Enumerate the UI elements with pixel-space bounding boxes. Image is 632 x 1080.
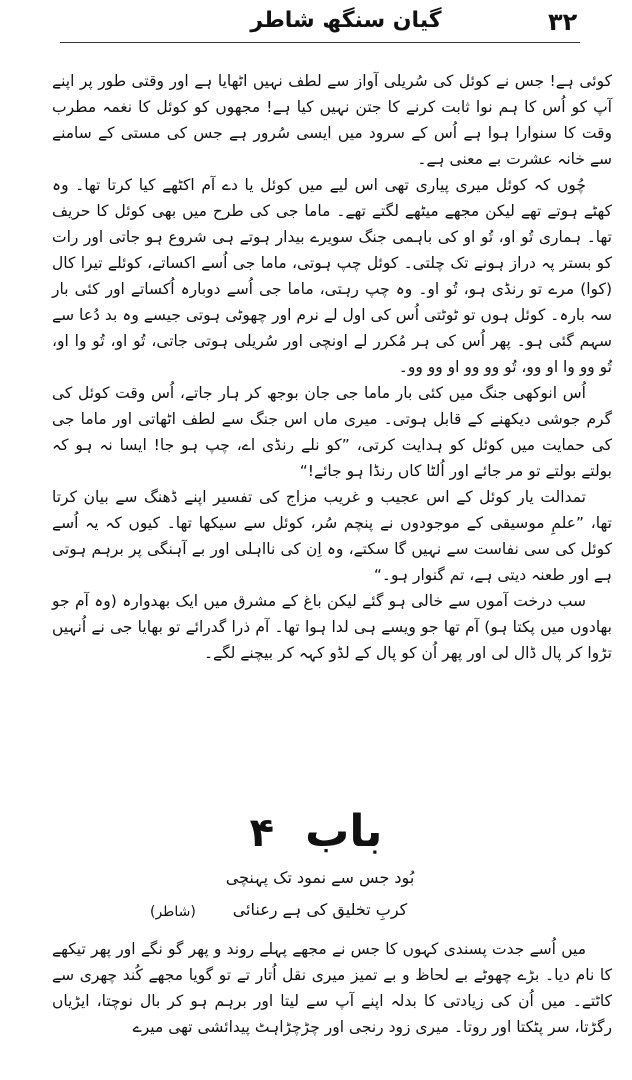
- epigraph-attribution: (شاطر): [150, 904, 196, 920]
- header-rule: [60, 42, 580, 43]
- body-text-part1: [52, 68, 612, 666]
- chapter-title: باب: [305, 806, 383, 857]
- chapter-number: ۴: [249, 810, 275, 856]
- paragraph-3: اُس انوکھی جنگ میں کئی بار ماما جی جان بوجھ کر ہار جاتے، اُس وقت کوئل کی گرم جوشی دیکھنے کے قابل ہوتی۔ میری ماں اس جنگ سے لطف اٹھاتی اور ماما جی کی حمایت میں کوئل کو ہدایت کرتی، ”کو نلے رنڈی اے، چپ ہو جا! ایسا نہ ہو کہ بولتے بولتے تو مر جائے اور اُلٹا کاں رنڈا ہو جائے!“: [52, 384, 612, 480]
- chapter-heading: [0, 806, 632, 857]
- epigraph-line-2: کربِ تخلیق کی ہے رعنائی: [232, 900, 408, 919]
- paragraph-2: چُوں کہ کوئل میری پیاری تھی اس لیے میں کوئل یا دے آم اکٹھے کیا کرتا تھا۔ وہ کھٹے ہوتے تھے لیکن مجھے میٹھے لگتے تھے۔ ماما جی کی طرح میں بھی کوئل کا حریف تھا۔ ہماری تُو او، تُو او کی باہمی جنگ سویرے بیدار ہوتے ہی شروع ہو جاتی اور رات کو بستر پہ دراز ہونے تک چلتی۔ کوئل چپ ہوتی، ماما جی اُسے اکساتے، کوئلے تیرا کال (کوا) مرے تو رنڈی ہو، تُو او۔ وہ چپ رہتی، ماما جی اُسے دوبارہ اُکساتے اور کئی بار سہ بارہ۔ کوئل ہوں تو ٹوٹتی اُس کی اول لے نرم اور چھوٹی ہوتی جیسے وہ بد دُعا سے سہم گئی ہو۔ پھر اُس کی ہر مُکرر لے اونچی اور سُریلی ہوتی جاتی، تُو او، تُو وا او، تُو وو وا او وو، تُو وو وو او وو وو۔: [52, 176, 612, 376]
- paragraph-1: کوئی ہے! جس نے کوئل کی سُریلی آواز سے لطف نہیں اٹھایا ہے اور وقتی طور پر اپنے آپ کو اُس کا ہم نوا ثابت کرنے کا جتن نہیں کیا ہے! مجھوں کو کوئل کا نغمہ مطرب وقت کا سنوارا ہوا ہے اُس کے سرود میں ایسی سُرور ہے جس کی مستی کے سامنے سے خانہ عشرت بے معنی ہے۔: [52, 72, 612, 168]
- page-header: [0, 2, 632, 42]
- body-text-part2: [52, 936, 612, 1040]
- paragraph-5: سب درخت آموں سے خالی ہو گئے لیکن باغ کے مشرق میں ایک بھدوارہ (وہ آم جو بھادوں میں پکتا ہو) آم تھا جو ویسے ہی لدا ہوا تھا۔ آم ذرا گدرائے تو بھایا جی نے اُنہیں تڑوا کر پال ڈال لی اور پھر اُن کو پال کے لڈو کہہ کر بیچنے لگے۔: [52, 592, 612, 662]
- epigraph-line-1: بُود جس سے نمود تک پہنچی: [225, 868, 415, 887]
- running-head: گیان سنگھ شاطر: [250, 8, 442, 33]
- page-number: ۳۲: [548, 8, 578, 36]
- paragraph-6: میں اُسے جدت پسندی کہوں کا جس نے مجھے پہلے روند و پھر گو نگے اور پھر تیکھے کا نام دیا۔ بڑے چھوٹے بے لحاظ و بے تمیز میری نقل اُتار تے تو گویا مجھے کُند چھری سے کاٹتے۔ میں اُن کی زیادتی کا بدلہ اپنے آپ سے لیتا اور برہم ہو کر بال نوچتا، ایڑیاں رگڑتا، سر پٹکتا اور روتا۔ میری زود رنجی اور چڑچڑاہٹ پیدائشی تھی میرے: [52, 940, 612, 1036]
- paragraph-4: تمدالت یار کوئل کے اس عجیب و غریب مزاج کی تفسیر اپنے ڈھنگ سے بیان کرتا تھا، ”علمِ موسیقی کے موجودوں نے پنچم سُر، کوئل سے سیکھا تھا۔ کیوں کہ یہ اُسے کوئل کی سی نفاست سے نہیں گا سکتے، وہ اِن کی نااہلی اور بے آہنگی پر برہم ہوتی ہے اور طعنہ دیتی ہے، تم گنوار ہو۔“: [52, 488, 612, 584]
